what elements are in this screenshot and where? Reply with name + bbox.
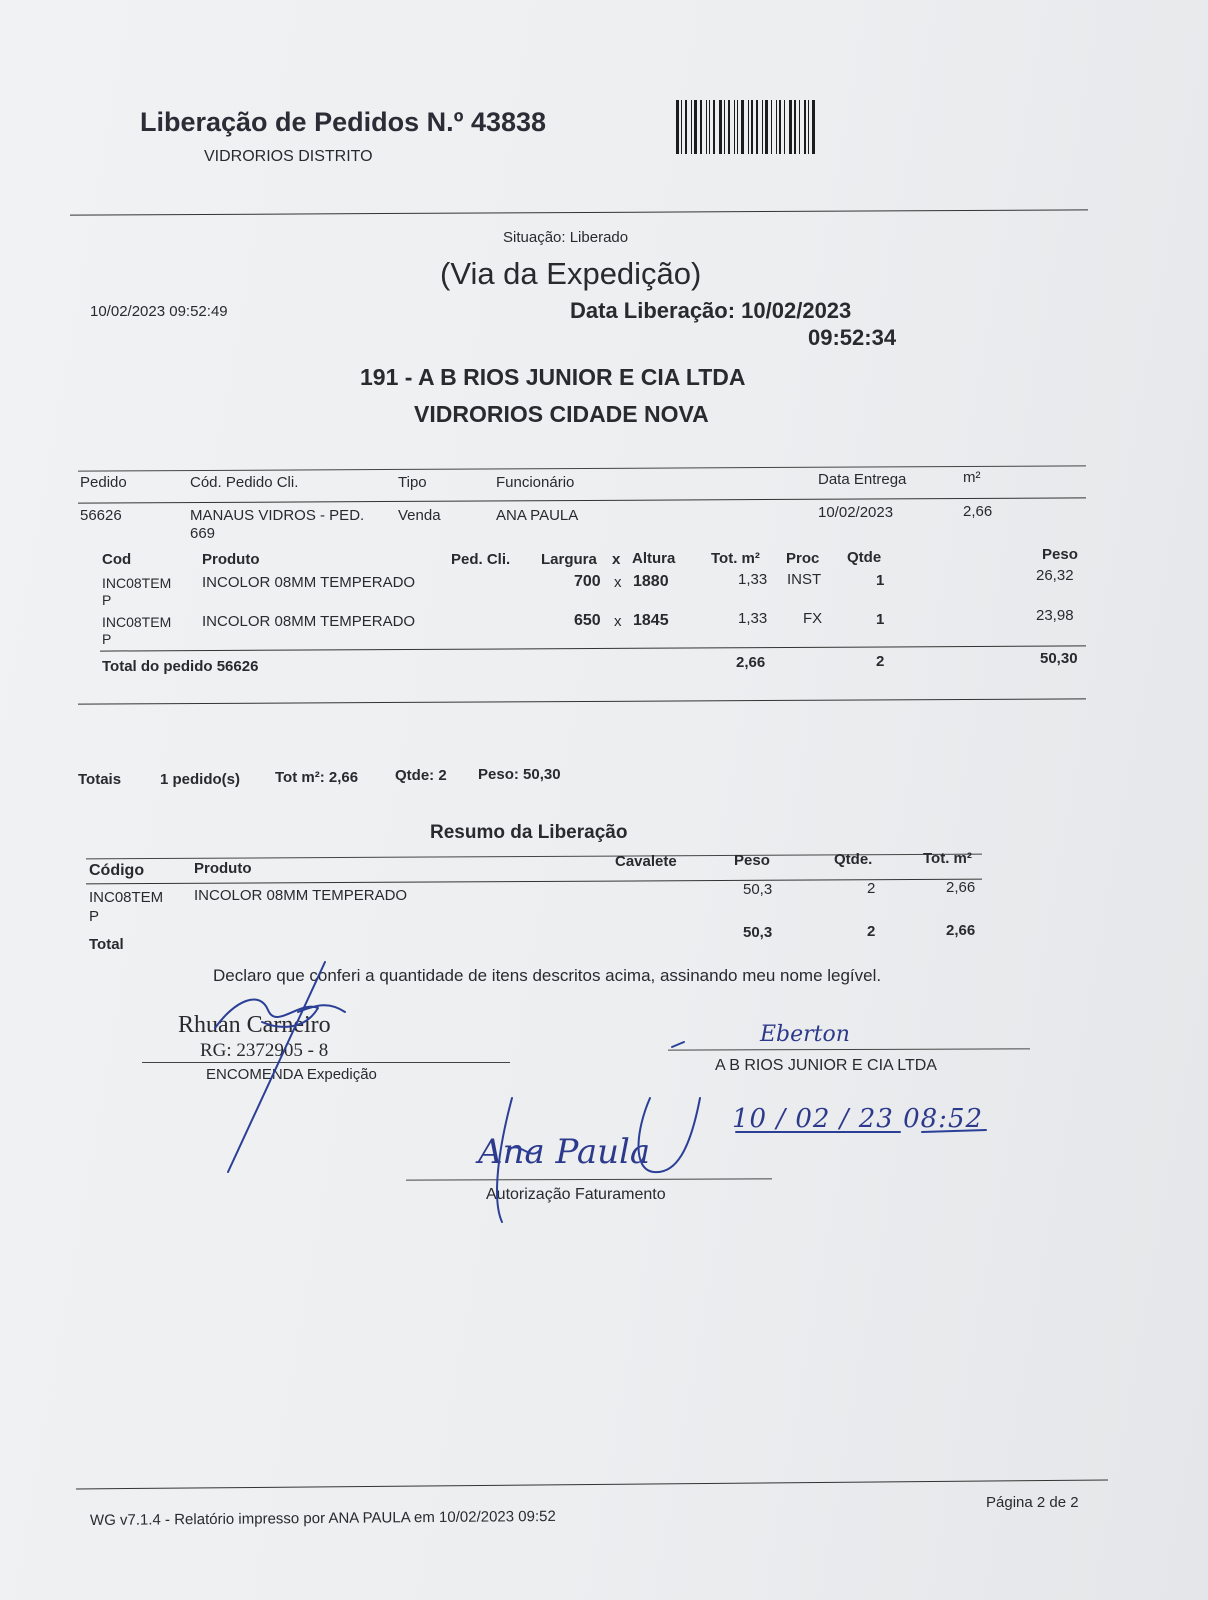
- handwritten-signature: Ana Paula: [478, 1132, 651, 1172]
- signature-caption-left: ENCOMENDA Expedição: [206, 1066, 377, 1083]
- barcode-bar: [694, 100, 697, 154]
- item-largura: 650: [574, 612, 601, 629]
- resumo-header-codigo: Código: [89, 862, 145, 879]
- item-largura: 700: [574, 573, 601, 590]
- resumo-title: Resumo da Liberação: [430, 822, 628, 843]
- barcode-bar: [804, 100, 806, 154]
- barcode-bar: [700, 100, 702, 154]
- item-header-produto: Produto: [202, 551, 260, 568]
- totals-label: Totais: [78, 771, 122, 788]
- barcode-bar: [776, 100, 777, 154]
- item-proc: INST: [787, 571, 822, 588]
- col-header-pedido: Pedido: [80, 474, 127, 491]
- col-header-m2: m²: [963, 469, 981, 486]
- resumo-tot-m2: 2,66: [946, 879, 976, 896]
- barcode-bar: [784, 100, 785, 154]
- resumo-peso: 50,3: [743, 881, 773, 898]
- divider: [86, 879, 982, 885]
- col-header-funcionario: Funcionário: [496, 474, 575, 491]
- item-header-proc: Proc: [786, 550, 820, 567]
- col-header-data-entrega: Data Entrega: [818, 471, 907, 488]
- divider: [78, 465, 1086, 471]
- item-tot-m2: 1,33: [738, 610, 768, 627]
- order-total-qtde: 2: [876, 653, 885, 670]
- barcode-bar: [737, 100, 738, 154]
- resumo-qtde: 2: [867, 880, 876, 897]
- col-header-cod-pedido-cli: Cód. Pedido Cli.: [190, 474, 299, 491]
- resumo-total-tot-m2: 2,66: [946, 922, 976, 939]
- resumo-header-peso: Peso: [734, 852, 770, 869]
- barcode-bar: [751, 100, 753, 154]
- resumo-total-peso: 50,3: [743, 924, 773, 941]
- barcode-bar: [748, 100, 749, 154]
- resumo-total-label: Total: [89, 936, 124, 953]
- order-m2: 2,66: [963, 503, 993, 520]
- barcode-bar: [709, 100, 710, 154]
- barcode: [676, 100, 854, 154]
- order-pedido: 56626: [80, 507, 122, 524]
- declaration-text: Declaro que conferi a quantidade de itens descritos acima, assinando meu nome legível.: [213, 966, 882, 985]
- footer-page-number: Página 2 de 2: [986, 1494, 1079, 1511]
- release-time: 09:52:34: [808, 325, 897, 350]
- item-header-altura: Altura: [632, 550, 676, 567]
- resumo-header-cavalete: Cavalete: [615, 853, 677, 870]
- item-header-largura: Largura: [541, 551, 597, 568]
- barcode-bar: [734, 100, 735, 154]
- divider: [78, 497, 1086, 503]
- item-header-tot-m2: Tot. m²: [711, 550, 760, 567]
- signature-caption-right: A B RIOS JUNIOR E CIA LTDA: [715, 1057, 937, 1074]
- barcode-bar: [685, 100, 687, 154]
- order-cod-pedido-cli: MANAUS VIDROS - PED.: [190, 507, 365, 524]
- barcode-bar: [706, 100, 707, 154]
- resumo-header-produto: Produto: [194, 860, 252, 877]
- item-qtde: 1: [876, 611, 885, 628]
- divider: [70, 209, 1088, 215]
- resumo-codigo: INC08TEM: [89, 889, 164, 906]
- totals-pedidos: 1 pedido(s): [160, 771, 241, 788]
- footer-print-info: WG v7.1.4 - Relatório impresso por ANA PAULA em 10/02/2023 09:52: [89, 1507, 556, 1529]
- print-timestamp: 10/02/2023 09:52:49: [90, 303, 228, 320]
- item-produto: INCOLOR 08MM TEMPERADO: [202, 613, 416, 630]
- barcode-bar: [779, 100, 781, 154]
- barcode-bar: [808, 100, 809, 154]
- item-peso: 23,98: [1036, 607, 1074, 624]
- item-altura: 1880: [633, 573, 669, 590]
- barcode-bar: [756, 100, 758, 154]
- barcode-bar: [741, 100, 744, 154]
- item-qtde: 1: [876, 572, 885, 589]
- order-tipo: Venda: [398, 507, 441, 524]
- client-name: 191 - A B RIOS JUNIOR E CIA LTDA: [360, 364, 746, 390]
- barcode-bar: [724, 100, 725, 154]
- via-label: (Via da Expedição): [440, 256, 702, 291]
- item-header-x: x: [612, 551, 621, 568]
- handwritten-name: Eberton: [760, 1022, 850, 1047]
- signature-line-left: [142, 1062, 510, 1063]
- release-date: Data Liberação: 10/02/2023: [570, 298, 852, 323]
- barcode-bar: [719, 100, 722, 154]
- order-data-entrega: 10/02/2023: [818, 504, 894, 521]
- totals-qtde: Qtde: 2: [395, 767, 447, 784]
- resumo-total-qtde: 2: [867, 923, 876, 940]
- item-proc: FX: [803, 610, 823, 627]
- item-x: x: [614, 574, 622, 591]
- document-title: Liberação de Pedidos N.º 43838: [140, 107, 547, 137]
- order-cod-pedido-cli-cont: 669: [190, 525, 216, 542]
- divider: [76, 1479, 1108, 1489]
- col-header-tipo: Tipo: [398, 474, 427, 491]
- barcode-bar: [762, 100, 763, 154]
- barcode-bar: [794, 100, 796, 154]
- item-tot-m2: 1,33: [738, 571, 768, 588]
- barcode-bar: [789, 100, 792, 154]
- stamp-rg: RG: 2372905 - 8: [200, 1040, 329, 1061]
- barcode-bar: [799, 100, 800, 154]
- barcode-bar: [681, 100, 682, 154]
- order-total-peso: 50,30: [1040, 650, 1078, 667]
- divider: [78, 698, 1086, 704]
- resumo-produto: INCOLOR 08MM TEMPERADO: [194, 887, 408, 904]
- item-cod-cont: P: [102, 592, 112, 608]
- order-total-label: Total do pedido 56626: [102, 658, 259, 675]
- item-header-ped-cli: Ped. Cli.: [451, 551, 511, 568]
- item-cod-cont: P: [102, 631, 112, 647]
- item-peso: 26,32: [1036, 567, 1074, 584]
- item-cod: INC08TEM: [102, 575, 172, 591]
- resumo-codigo-cont: P: [89, 908, 100, 925]
- item-altura: 1845: [633, 612, 669, 629]
- item-x: x: [614, 613, 622, 630]
- barcode-bar: [771, 100, 772, 154]
- item-header-cod: Cod: [102, 551, 132, 568]
- order-total-m2: 2,66: [736, 654, 766, 671]
- status-label: Situação: Liberado: [503, 229, 629, 246]
- divider: [100, 645, 1086, 651]
- totals-tot-m2: Tot m²: 2,66: [275, 769, 359, 786]
- client-subname: VIDRORIOS CIDADE NOVA: [414, 401, 709, 427]
- item-header-qtde: Qtde: [847, 549, 882, 566]
- order-funcionario: ANA PAULA: [496, 507, 579, 524]
- barcode-bar: [713, 100, 715, 154]
- barcode-bar: [765, 100, 768, 154]
- barcode-bar: [812, 100, 815, 154]
- stamp-name: Rhuan Carneiro: [178, 1012, 331, 1038]
- item-cod: INC08TEM: [102, 614, 172, 630]
- item-produto: INCOLOR 08MM TEMPERADO: [202, 574, 416, 591]
- item-header-peso: Peso: [1042, 546, 1078, 563]
- signature-caption-center: Autorização Faturamento: [486, 1186, 666, 1203]
- document-subtitle: VIDRORIOS DISTRITO: [204, 148, 373, 165]
- resumo-header-tot-m2: Tot. m²: [923, 850, 972, 867]
- signature-line-right: [668, 1048, 1030, 1050]
- barcode-bar: [691, 100, 692, 154]
- resumo-header-qtde: Qtde.: [834, 851, 873, 868]
- barcode-bar: [728, 100, 730, 154]
- handwritten-date: 10 / 02 / 23 08:52: [732, 1104, 984, 1134]
- barcode-bar: [676, 100, 679, 154]
- totals-peso: Peso: 50,30: [478, 766, 561, 783]
- signature-line-center: [406, 1178, 772, 1180]
